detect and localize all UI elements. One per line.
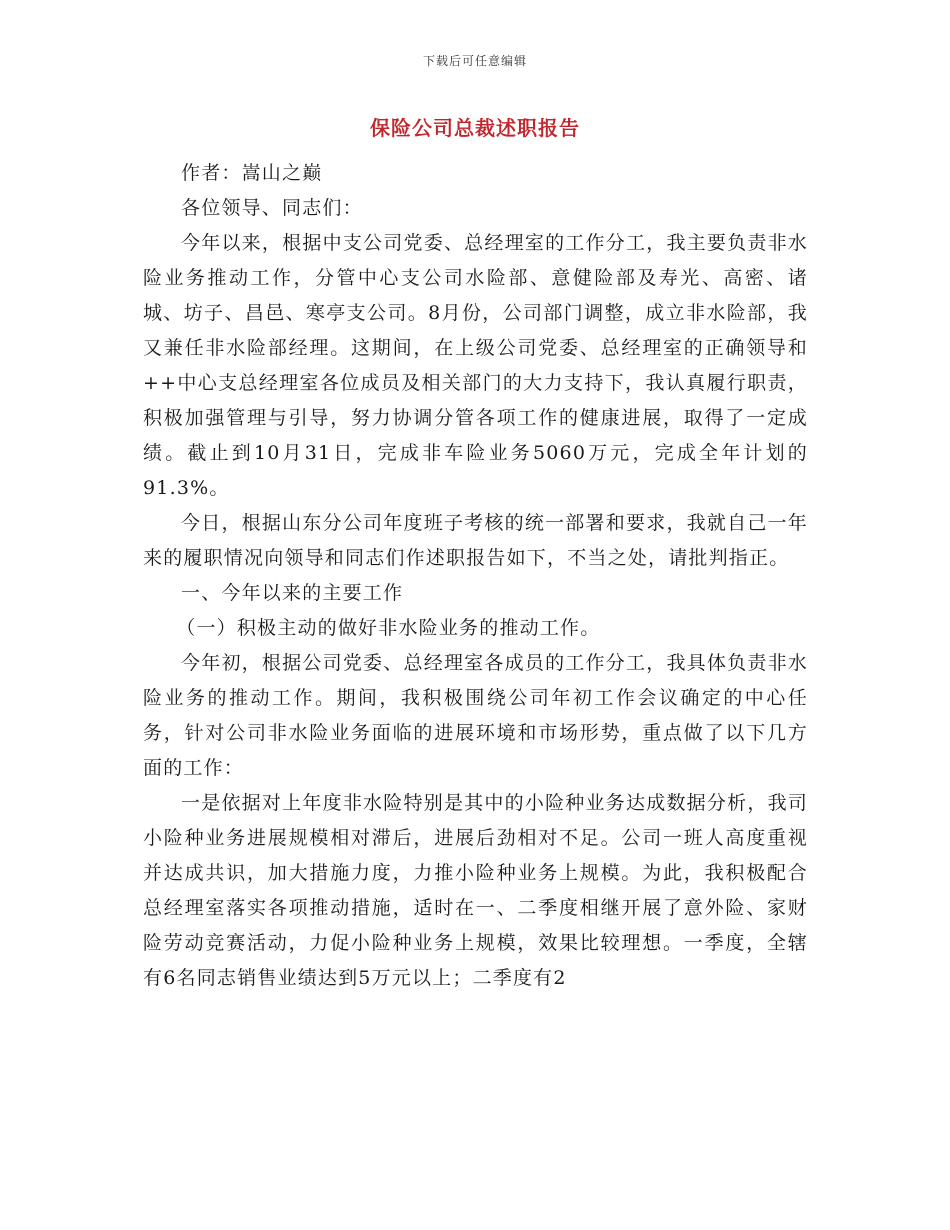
author-line: 作者：嵩山之巅 [181, 162, 323, 184]
section-heading-1: 一、今年以来的主要工作 [181, 582, 404, 604]
page-header-note: 下载后可任意编辑 [422, 54, 527, 68]
paragraph-point-one: 一是依据对上年度非水险特别是其中的小险种业务达成数据分析，我司小险种业务进展规模相对滞后，进展后劲相对不足。公司一班人高度重视并达成共识，加大措施力度，力推小险种业务上规模。为此，我积极配合总经理室落实各项推动措施，适时在一、二季度相继开展了意外险、家财险劳动竞赛活动，力促小险种业务上规模，效果比较理想。一季度，全辖有6名同志销售业绩达到5万元以上；二季度有2 [143, 792, 808, 989]
paragraph-work-overview: 今年初，根据公司党委、总经理室各成员的工作分工，我具体负责非水险业务的推动工作。期间，我积极围绕公司年初工作会议确定的中心任务，针对公司非水险业务面临的进展环境和市场形势，重点做了以下几方面的工作： [143, 652, 808, 779]
subsection-heading-1: （一）积极主动的做好非水险业务的推动工作。 [176, 617, 601, 639]
salutation: 各位领导、同志们： [181, 197, 363, 219]
paragraph-intro: 今年以来，根据中支公司党委、总经理室的工作分工，我主要负责非水险业务推动工作，分管中心支公司水险部、意健险部及寿光、高密、诸城、坊子、昌邑、寒亭支公司。8月份，公司部门调整，成立非水险部，我又兼任非水险部经理。这期间，在上级公司党委、总经理室的正确领导和++中心支总经理室各位成员及相关部门的大力支持下，我认真履行职责，积极加强管理与引导，努力协调分管各项工作的健康进展，取得了一定成绩。截止到10月31日，完成非车险业务5060万元，完成全年计划的91.3%。 [143, 232, 808, 499]
document-title: 保险公司总裁述职报告 [370, 116, 580, 140]
document-body [143, 156, 808, 996]
paragraph-purpose: 今日，根据山东分公司年度班子考核的统一部署和要求，我就自己一年来的履职情况向领导和同志们作述职报告如下，不当之处，请批判指正。 [143, 512, 808, 569]
